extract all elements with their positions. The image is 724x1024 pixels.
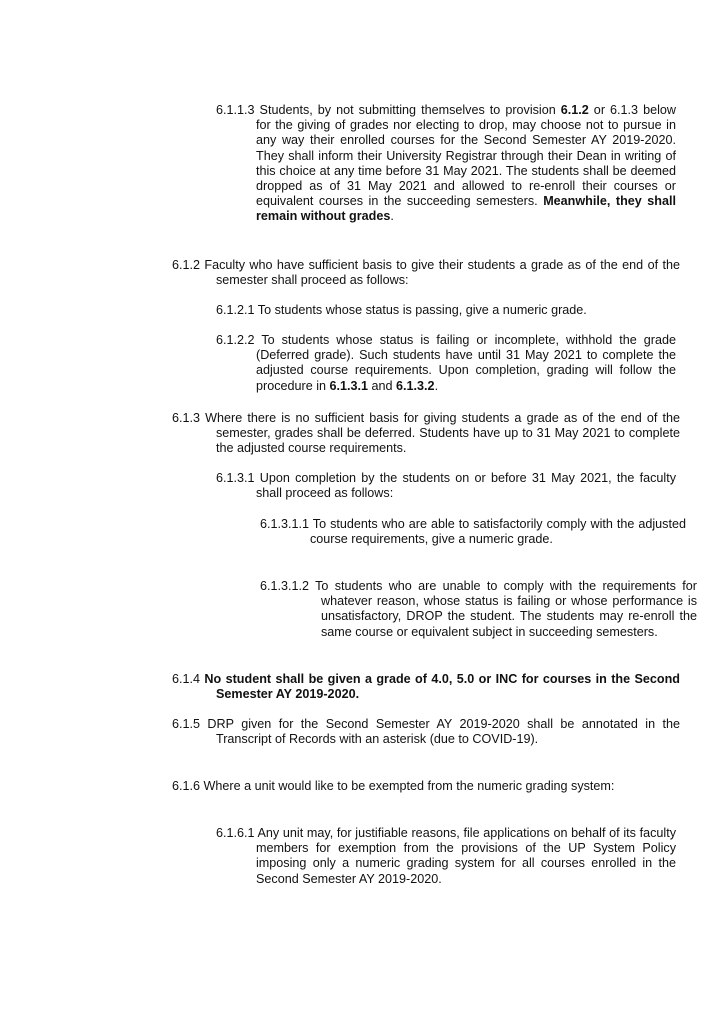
section-number: 6.1.2.1 [216, 303, 258, 317]
section-6-1-3-1 [216, 471, 676, 501]
body-text: To students whose status is failing or incomplete, withhold the grade (Deferred grade). Such students have until 31 May 2021 to complete the adjusted course requirements. Upon completion, grading will follow the procedure in [256, 333, 676, 393]
section-6-1-6-1 [216, 826, 676, 887]
section-number: 6.1.2.2 [216, 333, 262, 347]
body-text: Any unit may, for justifiable reasons, file applications on behalf of its faculty members for exemption from the provisions of the UP System Policy imposing only a numeric grading system for all courses enrolled in the Second Semester AY 2019-2020. [256, 826, 676, 886]
body-text: Students, by not submitting themselves to provision [259, 103, 561, 117]
section-6-1-4 [172, 672, 680, 702]
section-number: 6.1.3 [172, 411, 206, 425]
body-text: Upon completion by the students on or before 31 May 2021, the faculty shall proceed as follows: [256, 471, 676, 501]
section-number: 6.1.4 [172, 672, 205, 686]
section-number: 6.1.6.1 [216, 826, 258, 840]
body-text: . [390, 209, 394, 224]
body-text: . [434, 378, 439, 393]
section-6-1-6 [172, 779, 680, 794]
body-text: Where a unit would like to be exempted from the numeric grading system: [203, 779, 615, 793]
section-number: 6.1.5 [172, 717, 208, 731]
section-6-1-3-1-2 [260, 579, 697, 640]
bold-text: 6.1.3.1 [329, 378, 369, 393]
body-text: DRP given for the Second Semester AY 2019-2020 shall be annotated in the Transcript of Records with an asterisk (due to COVID-19). [207, 717, 680, 747]
section-6-1-5 [172, 717, 680, 747]
bold-text: 6.1.3.2 [396, 378, 435, 393]
body-text: To students who are unable to comply with the requirements for whatever reason, whose status is failing or whose performance is unsatisfactory, DROP the student. The students may re-enroll the same course or equivalent subject in succeeding semesters. [315, 579, 697, 639]
body-text: Where there is no sufficient basis for giving students a grade as of the end of the semester, grades shall be deferred. Students have up to 31 May 2021 to complete the adjusted course requirements. [205, 411, 680, 456]
body-text: and [368, 378, 397, 393]
section-6-1-3 [172, 411, 680, 457]
section-number: 6.1.3.1 [216, 471, 260, 485]
body-text: or 6.1.3 below for the giving of grades nor electing to drop, may choose not to pursue in any way their enrolled courses for the Second Semester AY 2019-2020. They shall inform their University Registrar through their Dean in writing of this choice at any time before 31 May 2021. The students shall be deemed dropped as of 31 May 2021 and allowed to re-enroll their courses or equivalent courses in the succeeding semesters. [256, 103, 676, 209]
section-number: 6.1.1.3 [216, 103, 260, 117]
section-6-1-2 [172, 258, 680, 288]
bold-text: Meanwhile, they shall remain without grades [256, 194, 676, 224]
section-6-1-2-2 [216, 333, 676, 394]
section-number: 6.1.6 [172, 779, 204, 793]
section-6-1-3-1-1 [260, 517, 686, 547]
body-text: To students who are able to satisfactorily comply with the adjusted course requirements, give a numeric grade. [310, 517, 686, 547]
section-number: 6.1.2 [172, 258, 205, 272]
body-text: To students whose status is passing, give a numeric grade. [257, 303, 587, 317]
body-text: Faculty who have sufficient basis to give their students a grade as of the end of the semester shall proceed as follows: [204, 258, 680, 288]
section-number: 6.1.3.1.1 [260, 517, 313, 531]
bold-text: 6.1.2 [560, 103, 589, 117]
bold-text: No student shall be given a grade of 4.0, 5.0 or INC for courses in the Second Semester AY 2019-2020. [204, 672, 680, 702]
section-6-1-2-1 [216, 303, 676, 318]
section-6-1-1-3 [216, 103, 676, 225]
section-number: 6.1.3.1.2 [260, 579, 316, 593]
